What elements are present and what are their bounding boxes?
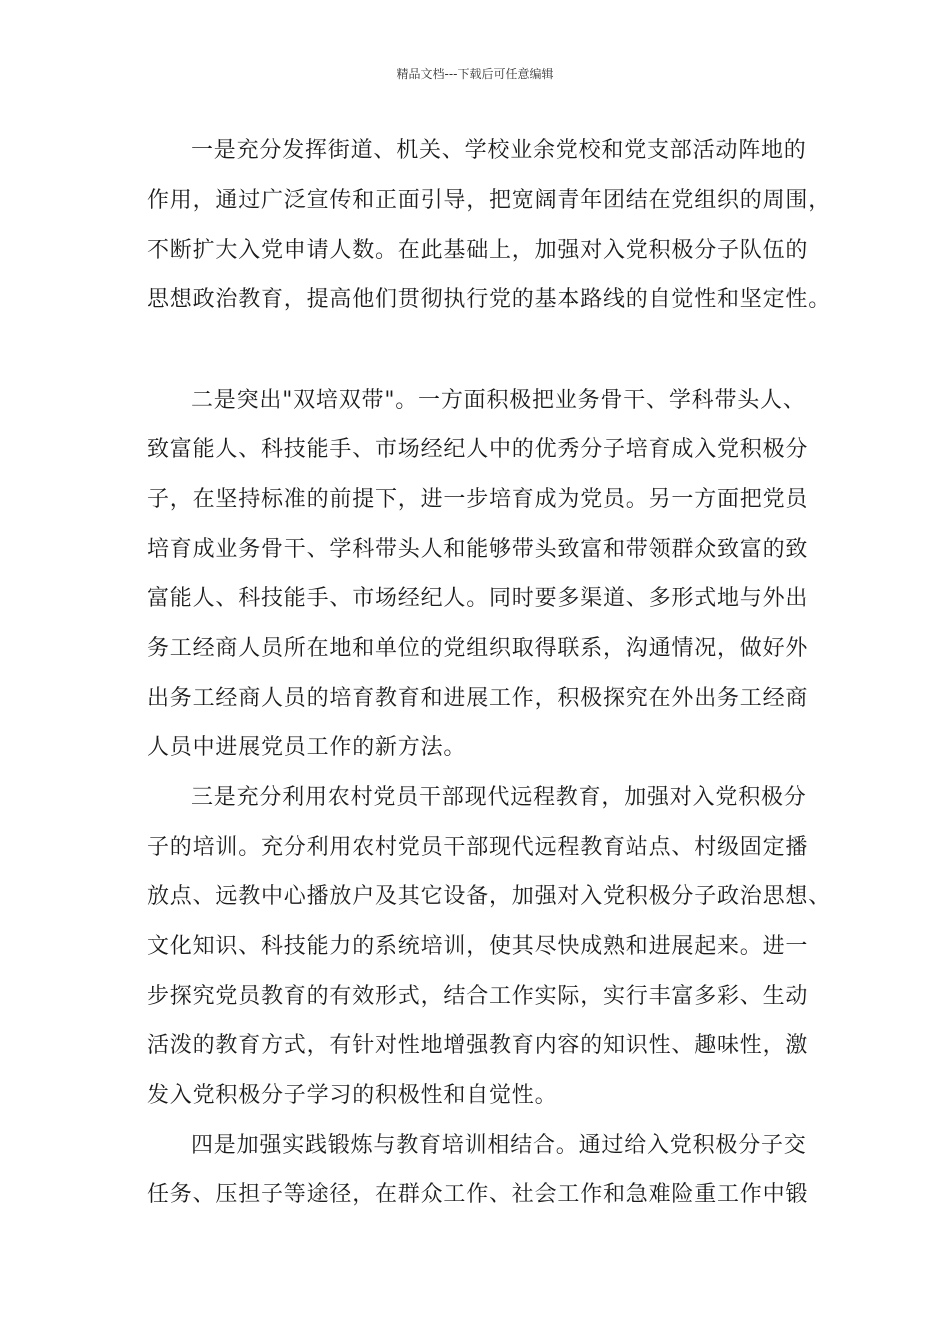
paragraph-3-line-4: 文化知识、科技能力的系统培训，使其尽快成熟和进展起来。进一 <box>147 934 809 959</box>
paragraph-3-line-7: 发入党积极分子学习的积极性和自觉性。 <box>147 1083 558 1108</box>
paragraph-2-line-1: 二是突出"双培双带"。一方面积极把业务骨干、学科带头人、 <box>191 388 806 413</box>
paragraph-2-line-5: 富能人、科技能手、市场经纪人。同时要多渠道、多形式地与外出 <box>147 586 809 611</box>
paragraph-2-line-7: 出务工经商人员的培育教育和进展工作，积极探究在外出务工经商 <box>147 686 809 711</box>
paragraph-2-line-6: 务工经商人员所在地和单位的党组织取得联系，沟通情况，做好外 <box>147 636 809 661</box>
paragraph-1-line-4: 思想政治教育，提高他们贯彻执行党的基本路线的自觉性和坚定性。 <box>147 287 832 312</box>
paragraph-3-line-6: 活泼的教育方式，有针对性地增强教育内容的知识性、趣味性，激 <box>147 1033 809 1058</box>
paragraph-3-line-5: 步探究党员教育的有效形式，结合工作实际，实行丰富多彩、生动 <box>147 984 809 1009</box>
page-header: 精品文档---下载后可任意编辑 <box>396 67 554 81</box>
paragraph-2-line-8: 人员中进展党员工作的新方法。 <box>147 735 467 760</box>
paragraph-4-line-2: 任务、压担子等途径，在群众工作、社会工作和急难险重工作中锻 <box>147 1182 809 1207</box>
paragraph-1-line-3: 不断扩大入党申请人数。在此基础上，加强对入党积极分子队伍的 <box>147 238 809 263</box>
paragraph-3-line-2: 子的培训。充分利用农村党员干部现代远程教育站点、村级固定播 <box>147 835 809 860</box>
paragraph-4-line-1: 四是加强实践锻炼与教育培训相结合。通过给入党积极分子交 <box>191 1133 807 1158</box>
paragraph-3-line-1: 三是充分利用农村党员干部现代远程教育，加强对入党积极分 <box>191 785 807 810</box>
paragraph-2-line-3: 子，在坚持标准的前提下，进一步培育成为党员。另一方面把党员 <box>147 487 809 512</box>
paragraph-2-line-4: 培育成业务骨干、学科带头人和能够带头致富和带领群众致富的致 <box>147 537 809 562</box>
paragraph-3-line-3: 放点、远教中心播放户及其它设备，加强对入党积极分子政治思想、 <box>147 884 832 909</box>
paragraph-2-line-2: 致富能人、科技能手、市场经纪人中的优秀分子培育成入党积极分 <box>147 437 809 462</box>
paragraph-1-line-1: 一是充分发挥街道、机关、学校业余党校和党支部活动阵地的 <box>191 138 807 163</box>
paragraph-1-line-2: 作用，通过广泛宣传和正面引导，把宽阔青年团结在党组织的周围， <box>147 188 832 213</box>
